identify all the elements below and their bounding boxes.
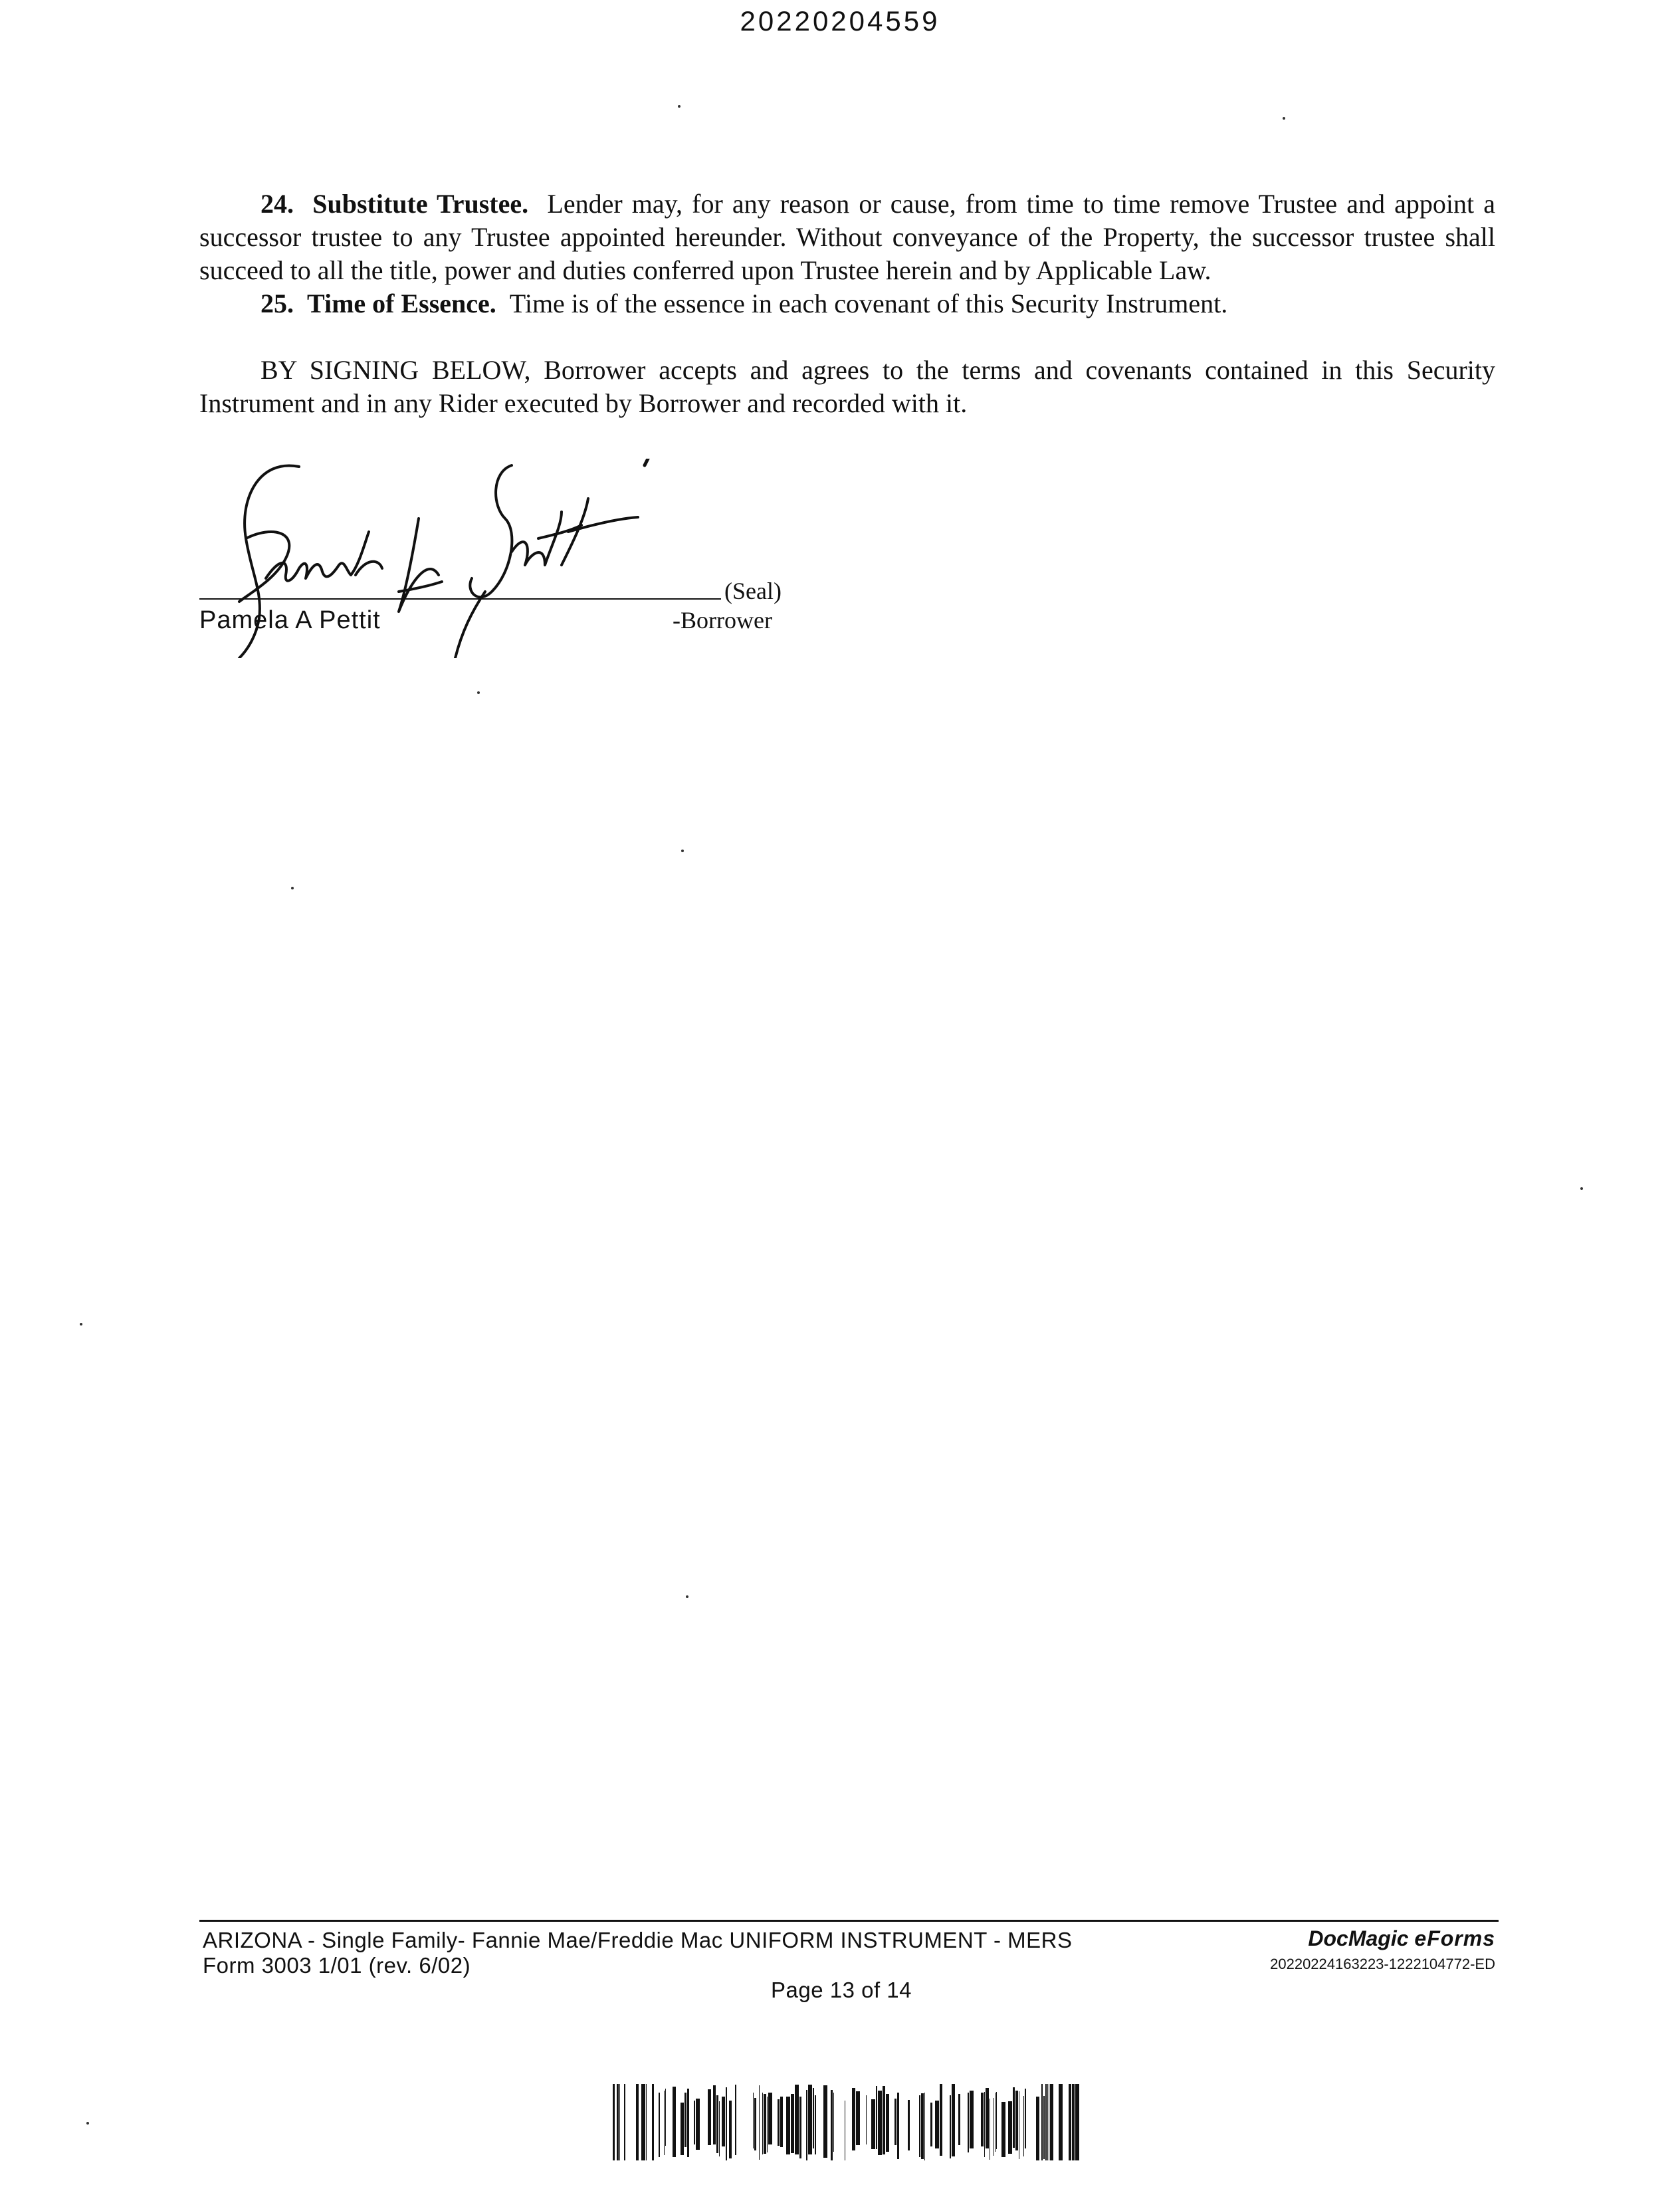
barcode-bar [716,2095,718,2153]
barcode-bar [1023,2096,1024,2156]
section-25 [199,287,1495,320]
footer-rule [199,1920,1499,1922]
barcode-bar [808,2085,812,2154]
barcode-bar [1050,2084,1053,2160]
vendor-logo [1303,1926,1495,1951]
signature-block [199,459,797,658]
barcode-bar [624,2084,625,2160]
barcode-bar [970,2091,974,2148]
barcode-bar [866,2095,867,2144]
barcode-bar [1069,2084,1071,2160]
section-25-paragraph [199,287,1495,320]
barcode-bar [726,2087,727,2160]
barcode [613,2084,1088,2160]
barcode-bar [981,2093,984,2146]
barcode-bar [984,2092,985,2157]
barcode-bar [950,2095,951,2158]
barcode-bar [1072,2084,1075,2160]
barcode-bar [673,2087,676,2157]
barcode-bar [713,2085,716,2144]
barcode-bar [735,2085,736,2155]
barcode-bar [646,2084,647,2160]
footer-form-number: Form 3003 1/01 (rev. 6/02) [203,1953,471,1978]
scan-speck [1283,117,1285,120]
barcode-bar [762,2093,763,2154]
barcode-bar [930,2103,932,2146]
section-24-text: Lender may, for any reason or cause, from time to time remove Trustee and appoint a successor trustee to any Trustee appointed hereunder. Without conveyance of the Property, the successor trustee shall succeed to all the title, power and duties conferred upon Trustee herein and by Applicable Law. [199,189,1496,285]
barcode-bar [833,2093,834,2152]
barcode-bar [815,2095,816,2154]
scan-speck [86,2122,89,2125]
barcode-bar [754,2098,756,2150]
section-25-number: 25. [261,288,294,318]
recording-number: 20220204559 [740,5,940,37]
barcode-bar [652,2084,654,2160]
barcode-bar [996,2092,997,2149]
barcode-bar [791,2094,794,2153]
barcode-bar [876,2086,877,2149]
barcode-bar [719,2101,720,2156]
barcode-bar [659,2093,660,2157]
barcode-bar [886,2094,889,2152]
barcode-bar [1015,2091,1018,2150]
scan-speck [681,850,684,852]
barcode-bar [1043,2096,1045,2159]
barcode-bar [897,2093,899,2159]
barcode-bar [894,2099,896,2145]
barcode-bar [1041,2084,1043,2160]
barcode-bar [958,2094,960,2145]
vendor-product: eForms [1414,1926,1495,1950]
barcode-bar [753,2093,754,2148]
barcode-bar [1075,2084,1079,2160]
scan-speck [1580,1187,1583,1190]
barcode-bar [681,2103,684,2155]
barcode-bar [664,2091,665,2155]
barcode-bar [694,2101,695,2144]
barcode-bar [613,2084,615,2160]
barcode-bar [768,2093,772,2144]
barcode-bar [935,2101,939,2148]
section-24-paragraph [199,187,1495,287]
seal-label: (Seal) [724,578,782,604]
barcode-bar [813,2088,814,2148]
barcode-bar [778,2099,780,2146]
barcode-bar [871,2099,875,2149]
section-24 [199,187,1495,287]
barcode-bar [831,2090,833,2160]
barcode-bar [641,2084,645,2160]
barcode-bar [924,2093,925,2160]
barcode-bar [687,2089,689,2157]
document-id: 20220224163223-1222104772-ED [1270,1956,1495,1972]
barcode-bar [786,2097,790,2154]
barcode-bar [856,2091,860,2145]
barcode-bar [986,2088,989,2148]
barcode-bar [617,2084,619,2160]
barcode-bar [729,2101,732,2158]
scan-speck [477,691,480,694]
barcode-bar [1001,2102,1005,2157]
borrower-role: -Borrower [673,607,772,634]
signing-statement-block [199,354,1495,420]
barcode-bar [780,2097,783,2147]
section-25-title: Time of Essence. [307,288,496,318]
barcode-bar [1008,2101,1012,2154]
barcode-bar [696,2099,700,2150]
barcode-bar [878,2091,882,2155]
barcode-bar [795,2085,799,2154]
barcode-bar [767,2097,768,2152]
barcode-bar [908,2100,910,2150]
barcode-bar [921,2093,924,2159]
signing-statement: BY SIGNING BELOW, Borrower accepts and agrees to the terms and covenants contained in this Security Instrument and in any Rider executed by Borrower and recorded with it. [199,355,1495,418]
vendor-name: DocMagic [1308,1926,1409,1950]
barcode-bar [1045,2084,1047,2160]
barcode-bar [708,2089,711,2145]
barcode-bar [1059,2084,1063,2160]
section-24-title: Substitute Trustee. [312,189,529,219]
barcode-bar [799,2097,801,2158]
barcode-bar [1036,2097,1039,2160]
barcode-bar [1025,2089,1026,2148]
page-number: Page 13 of 14 [771,1978,912,2002]
scan-speck [678,105,681,108]
barcode-bar [852,2088,855,2150]
barcode-bar [1047,2084,1048,2160]
barcode-bar [722,2097,725,2146]
barcode-bar [806,2090,807,2160]
barcode-bar [619,2084,620,2160]
section-24-number: 24. [261,189,294,219]
barcode-bar [968,2093,969,2152]
barcode-bar [952,2084,955,2156]
barcode-bar [940,2084,942,2156]
barcode-bar [823,2085,827,2158]
footer-form-title: ARIZONA - Single Family- Fannie Mae/Freddie Mac UNIFORM INSTRUMENT - MERS [203,1928,1073,1952]
barcode-bar [1013,2087,1015,2148]
signature-line [199,598,721,600]
barcode-bar [919,2095,920,2157]
section-25-text: Time is of the essence in each covenant of this Security Instrument. [509,288,1228,318]
scan-speck [686,1595,688,1598]
barcode-bar [684,2093,686,2147]
barcode-bar [636,2084,639,2160]
borrower-name: Pamela A Pettit [199,606,381,634]
scan-speck [291,887,294,889]
barcode-bar [995,2093,996,2152]
scan-speck [80,1323,82,1326]
barcode-bar [764,2094,766,2154]
barcode-bar [759,2085,760,2160]
barcode-bar [883,2086,885,2154]
barcode-bar [665,2089,666,2146]
